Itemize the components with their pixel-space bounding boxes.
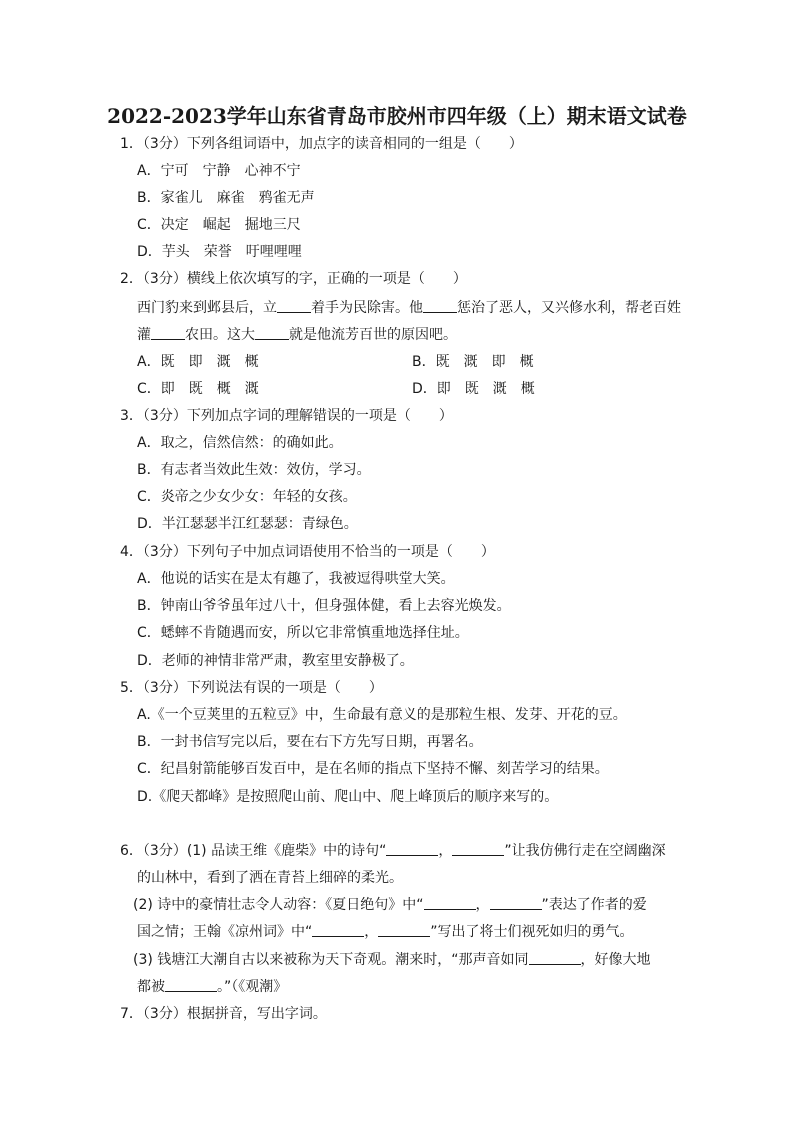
q6-text: 6．（3分）(1) 品读王维《鹿柴》中的诗句“ (120, 843, 387, 859)
q6-text: (2) 诗中的豪情壮志令人动容：《夏日绝句》中“ (133, 897, 424, 913)
q2-text: 灌 (137, 327, 151, 343)
fill-blank (151, 325, 185, 340)
q2-option-b: B．既 溉 即 概 (412, 354, 534, 370)
q2-text: 西门豹来到邺县后，立 (137, 300, 277, 316)
q3-stem: 3．（3分）下列加点字词的理解错误的一项是（ ） (120, 408, 453, 424)
fill-blank (424, 895, 476, 910)
q6-text: ”写出了将士们视死如归的勇气。 (430, 924, 634, 940)
q2-option-c: C．即 既 概 溉 (137, 381, 259, 397)
q2-text: 惩治了恶人，又兴修水利，帮老百姓 (457, 300, 681, 316)
q6-line-6 (137, 977, 287, 997)
q2-passage-line-2 (137, 325, 457, 345)
q5-stem: 5．（3分）下列说法有误的一项是（ ） (120, 680, 383, 696)
q4-stem: 4．（3分）下列句子中加点词语使用不恰当的一项是（ ） (120, 544, 495, 560)
q3-option-b: B．有志者当效此生效：效仿，学习。 (137, 462, 371, 478)
q2-stem: 2．（3分）横线上依次填写的字，正确的一项是（ ） (120, 271, 467, 287)
q6-text: ，好像大地 (580, 952, 651, 968)
q4-option-c: C．蟋蟀不肯随遇而安，所以它非常慎重地选择住址。 (137, 625, 469, 641)
q6-line-4 (137, 922, 634, 942)
fill-blank (312, 922, 364, 937)
fill-blank (423, 298, 457, 313)
q6-text: 。”（《观潮》 (217, 979, 288, 995)
fill-blank (255, 325, 289, 340)
q6-line-1 (120, 841, 666, 861)
q4-option-a: A．他说的话实在是太有趣了，我被逗得哄堂大笑。 (137, 571, 455, 587)
fill-blank (277, 298, 311, 313)
q6-line-5 (133, 950, 651, 970)
q2-text: 就是他流芳百世的原因吧。 (289, 327, 457, 343)
fill-blank (165, 977, 217, 992)
q6-text: ”让我仿佛行走在空阔幽深 (504, 843, 666, 859)
q2-passage-line-1 (137, 298, 681, 318)
q7-stem: 7．（3分）根据拼音，写出字词。 (120, 1006, 327, 1022)
fill-blank (386, 841, 438, 856)
q6-line-2: 的山林中，看到了洒在青苔上细碎的柔光。 (137, 870, 403, 886)
q1-option-c: C．决定 崛起 掘地三尺 (137, 217, 301, 233)
exam-title: 2022-2023学年山东省青岛市胶州市四年级（上）期末语文试卷 (107, 104, 687, 128)
q3-option-c: C．炎帝之少女少女：年轻的女孩。 (137, 489, 357, 505)
fill-blank (529, 950, 581, 965)
q6-text: 都被 (137, 979, 165, 995)
q3-option-d: D．半江瑟瑟半江红瑟瑟：青绿色。 (137, 516, 358, 532)
q4-option-d: D．老师的神情非常严肃，教室里安静极了。 (137, 653, 414, 669)
fill-blank (378, 922, 430, 937)
q6-text: ， (475, 897, 490, 913)
q6-text: ”表达了作者的爱 (541, 897, 647, 913)
q2-text: 农田。这大 (185, 327, 255, 343)
fill-blank (490, 895, 542, 910)
q6-text: ， (438, 843, 453, 859)
q2-option-a: A．既 即 溉 概 (137, 354, 259, 370)
q1-option-d: D．芋头 荣誉 吁哩哩哩 (137, 244, 302, 260)
q5-option-a: A.《一个豆荚里的五粒豆》中，生命最有意义的是那粒生根、发芽、开花的豆。 (137, 707, 627, 723)
q5-option-c: C．纪昌射箭能够百发百中，是在名师的指点下坚持不懈、刻苦学习的结果。 (137, 761, 609, 777)
q6-text: (3) 钱塘江大潮自古以来被称为天下奇观。潮来时，“那声音如同 (133, 952, 529, 968)
fill-blank (452, 841, 504, 856)
q5-option-d: D.《爬天都峰》是按照爬山前、爬山中、爬上峰顶后的顺序来写的。 (137, 789, 559, 805)
q1-option-b: B．家雀儿 麻雀 鸦雀无声 (137, 190, 315, 206)
q6-line-3 (133, 895, 647, 915)
q4-option-b: B．钟南山爷爷虽年过八十，但身强体健，看上去容光焕发。 (137, 598, 511, 614)
q2-text: 着手为民除害。他 (311, 300, 423, 316)
q1-stem: 1．（3分）下列各组词语中，加点字的读音相同的一组是（ ） (120, 136, 523, 152)
q6-text: 国之情；王翰《凉州词》中“ (137, 924, 313, 940)
q6-text: ， (364, 924, 379, 940)
q1-option-a: A．宁可 宁静 心神不宁 (137, 163, 301, 179)
q2-option-d: D．即 既 溉 概 (412, 381, 535, 397)
q5-option-b: B．一封书信写完以后，要在右下方先写日期，再署名。 (137, 734, 483, 750)
q3-option-a: A．取之，信然信然：的确如此。 (137, 435, 343, 451)
